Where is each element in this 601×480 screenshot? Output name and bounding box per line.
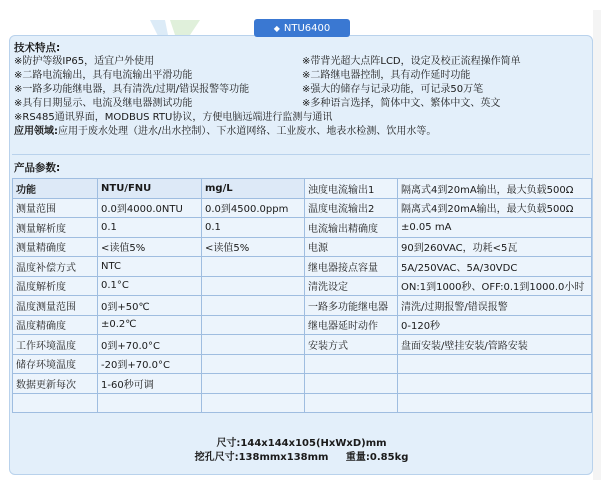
table-cell: 0.0到4500.0ppm [202, 198, 305, 218]
table-row [13, 179, 592, 199]
feature-item: ※一路多功能继电器，具有清洗/过期/错误报警等功能 [14, 84, 250, 95]
table-cell: 清洗设定 [305, 276, 398, 296]
table-cell: 电流输出精确度 [305, 218, 398, 238]
table-cell: <读值5% [98, 237, 202, 257]
weight-text: 重量:0.85kg [345, 452, 409, 463]
page-edge [593, 10, 601, 480]
table-row [13, 237, 592, 257]
application-row [14, 125, 584, 139]
table-cell: 盘面安装/壁挂安装/管路安装 [398, 335, 592, 355]
table-cell [202, 296, 305, 316]
params-table [12, 178, 592, 413]
table-cell: 一路多功能继电器 [305, 296, 398, 316]
table-cell: 0-120秒 [398, 315, 592, 335]
table-row [13, 335, 592, 355]
feature-item: ※二路电流输出，具有电流输出平滑功能 [14, 70, 193, 81]
features-heading: 技术特点: [14, 42, 61, 54]
table-cell [202, 354, 305, 374]
table-cell: 测量解析度 [13, 218, 98, 238]
table-cell: 温度补偿方式 [13, 257, 98, 277]
table-cell [305, 393, 398, 413]
table-cell [305, 354, 398, 374]
table-cell: 数据更新每次 [13, 374, 98, 394]
table-cell [398, 354, 592, 374]
table-cell: 温度测量范围 [13, 296, 98, 316]
feature-row [14, 111, 584, 125]
table-cell: 隔离式4到20mA输出，最大负载500Ω [398, 179, 592, 199]
feature-item: ※RS485通讯界面，MODBUS RTU协议，方便电脑远端进行监测与通讯 [14, 112, 333, 123]
application-text: 应用于废水处理（进水/出水控制）、下水道网络、工业废水、地表水检测、饮用水等。 [58, 126, 437, 137]
table-cell: NTU/FNU [98, 179, 202, 199]
table-cell [202, 276, 305, 296]
table-cell: 工作环境温度 [13, 335, 98, 355]
table-row [13, 257, 592, 277]
table-cell [398, 393, 592, 413]
table-row [13, 393, 592, 413]
table-cell: 功能 [13, 179, 98, 199]
table-row [13, 218, 592, 238]
table-cell: 90到260VAC，功耗<5瓦 [398, 237, 592, 257]
table-cell [98, 393, 202, 413]
table-cell: 0到+50℃ [98, 296, 202, 316]
table-cell: 0到+70.0°C [98, 335, 202, 355]
table-row [13, 354, 592, 374]
feature-row [14, 55, 584, 69]
table-cell: 电源 [305, 237, 398, 257]
table-cell: 继电器延时动作 [305, 315, 398, 335]
table-cell [13, 393, 98, 413]
section-divider [12, 154, 590, 155]
params-heading: 产品参数: [14, 162, 61, 174]
table-row [13, 276, 592, 296]
table-cell [202, 335, 305, 355]
table-cell: 继电器接点容量 [305, 257, 398, 277]
table-cell [305, 374, 398, 394]
table-cell: 0.1°C [98, 276, 202, 296]
application-label: 应用领域: [14, 126, 58, 137]
table-cell: 温度电流输出2 [305, 198, 398, 218]
feature-item: ※带背光超大点阵LCD，设定及校正流程操作简单 [302, 56, 521, 67]
table-cell [202, 315, 305, 335]
table-cell: ON:1到1000秒、OFF:0.1到1000.0小时 [398, 276, 592, 296]
feature-item: ※防护等级IP65，适宜户外使用 [14, 56, 155, 67]
table-cell: mg/L [202, 179, 305, 199]
feature-row [14, 97, 584, 111]
table-cell: 测量范围 [13, 198, 98, 218]
table-row [13, 374, 592, 394]
table-cell: 清洗/过期报警/错误报警 [398, 296, 592, 316]
cutout-text: 挖孔尺寸:138mmx138mm [194, 452, 329, 463]
table-cell [202, 393, 305, 413]
table-cell: 0.0到4000.0NTU [98, 198, 202, 218]
table-cell: ±0.05 mA [398, 218, 592, 238]
table-cell: 温度精确度 [13, 315, 98, 335]
table-cell: 0.1 [202, 218, 305, 238]
table-cell: ±0.2℃ [98, 315, 202, 335]
dimensions-footer [12, 437, 591, 465]
table-cell: 5A/250VAC、5A/30VDC [398, 257, 592, 277]
table-cell: 1-60秒可调 [98, 374, 202, 394]
table-cell: 0.1 [98, 218, 202, 238]
feature-item: ※具有日期显示、电流及继电器测试功能 [14, 98, 193, 109]
table-cell: 隔离式4到20mA输出，最大负载500Ω [398, 198, 592, 218]
table-row [13, 296, 592, 316]
table-cell: 测量精确度 [13, 237, 98, 257]
product-title: NTU6400 [283, 22, 331, 34]
table-cell: 温度解析度 [13, 276, 98, 296]
table-row [13, 198, 592, 218]
table-cell: 储存环境温度 [13, 354, 98, 374]
table-cell: NTC [98, 257, 202, 277]
table-cell: 安装方式 [305, 335, 398, 355]
size-text: 尺寸:144x144x105(HxWxD)mm [216, 438, 387, 449]
table-cell [398, 374, 592, 394]
table-cell: <读值5% [202, 237, 305, 257]
feature-item: ※二路继电器控制，具有动作延时功能 [302, 70, 471, 81]
table-row [13, 315, 592, 335]
feature-item: ※强大的储存与记录功能，可记录50万笔 [302, 84, 484, 95]
diamond-icon: ◆ [273, 23, 280, 33]
table-cell: -20到+70.0°C [98, 354, 202, 374]
table-cell: 浊度电流输出1 [305, 179, 398, 199]
features-section [14, 41, 584, 139]
table-cell [202, 257, 305, 277]
feature-row [14, 83, 584, 97]
feature-item: ※多种语言选择，简体中文、繁体中文、英文 [302, 98, 501, 109]
feature-row [14, 69, 584, 83]
product-title-tab [254, 19, 350, 37]
table-cell [202, 374, 305, 394]
